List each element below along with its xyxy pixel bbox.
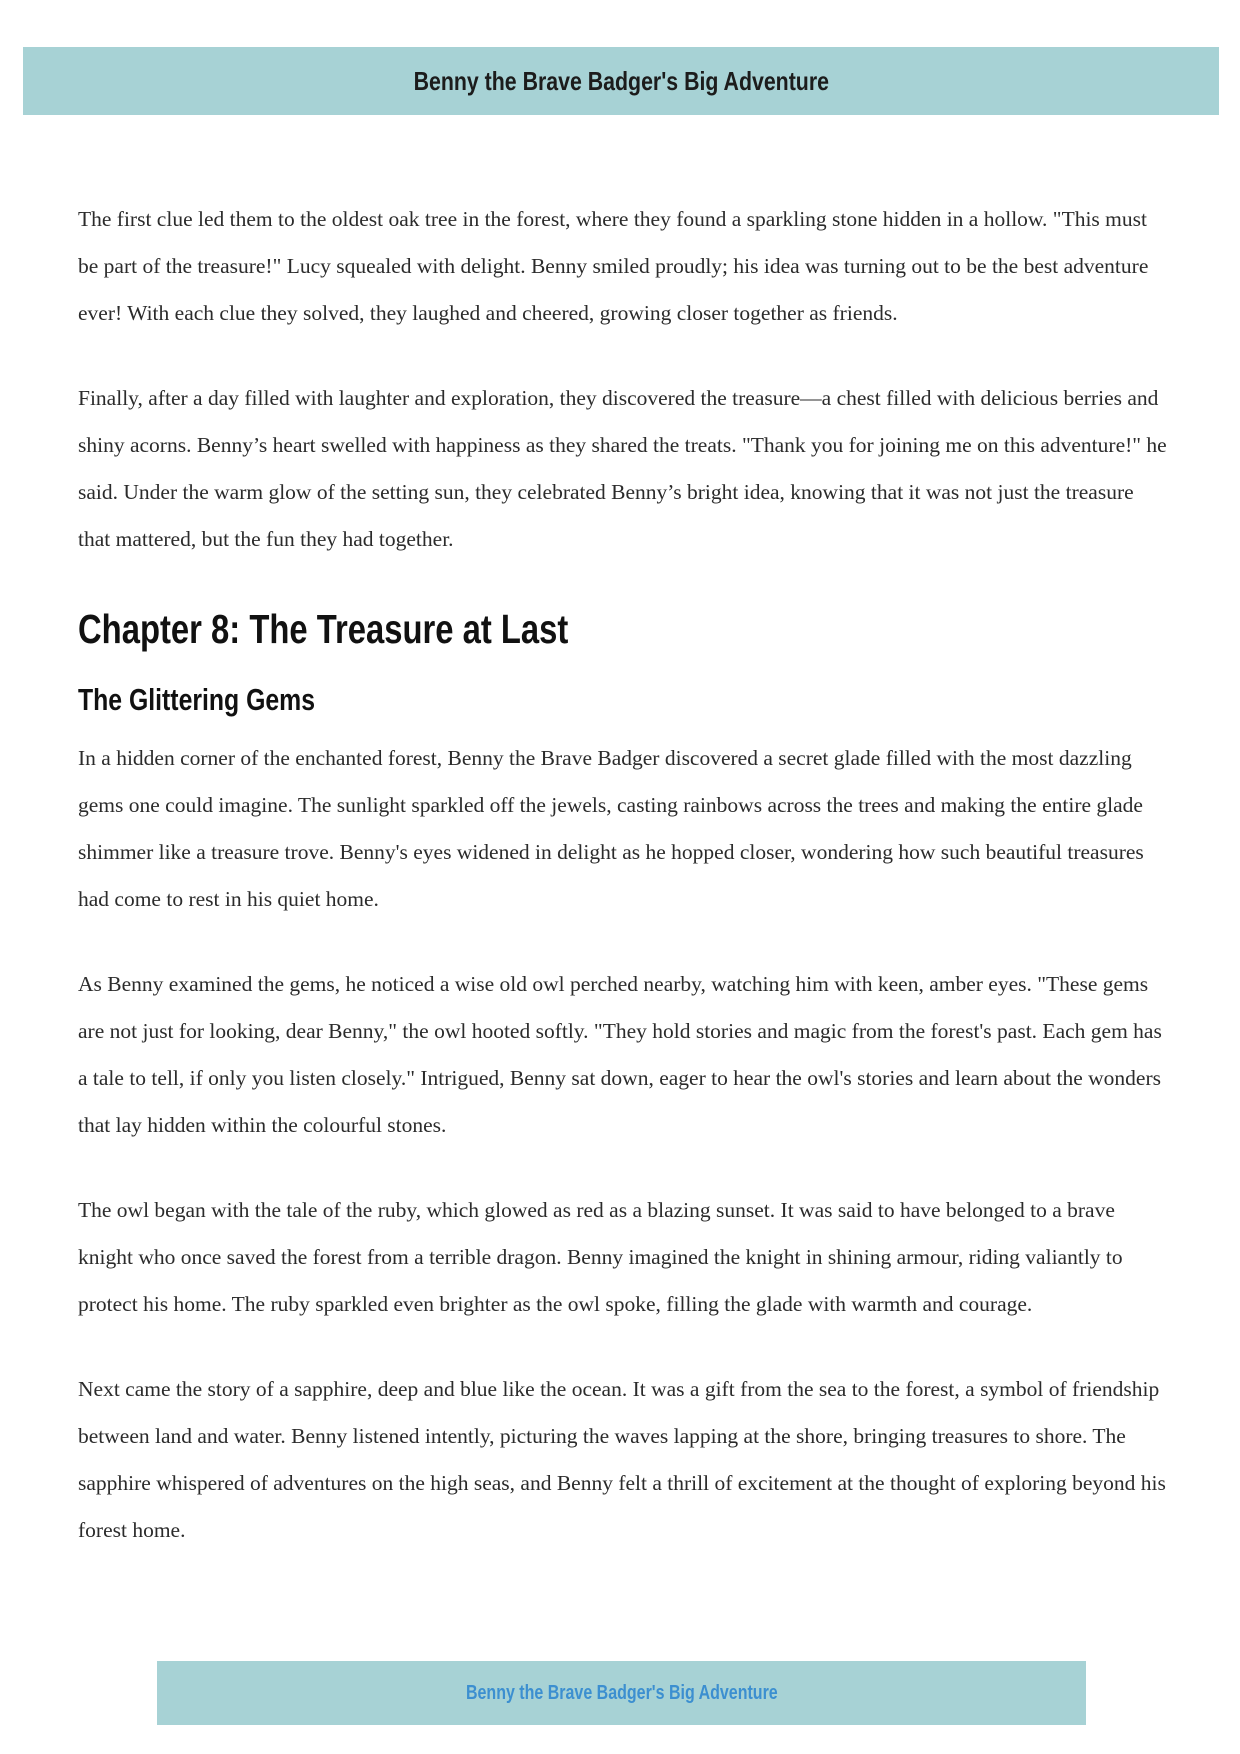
chapter-paragraph: The owl began with the tale of the ruby, which glowed as red as a blazing sunset. It was said to have belonged to a brave knight who once saved the forest from a terrible dragon. Benny imagined the knight in shining armour, riding valiantly to protect his home. The ruby sparkled even brighter as the owl spoke, filling the glade with warmth and courage. [78, 1198, 1123, 1316]
footer-title: Benny the Brave Badger's Big Adventure [465, 1681, 778, 1704]
chapter-paragraph: As Benny examined the gems, he noticed a wise old owl perched nearby, watching him with keen, amber eyes. "These gems are not just for looking, dear Benny," the owl hooted softly. "They hold stories and magic from the forest's past. Each gem has a tale to tell, if only you listen closely." Intrigued, Benny sat down, eager to hear the owl's stories and learn about the wonders that lay hidden within the colourful stones. [78, 972, 1162, 1137]
page-header [23, 47, 1219, 115]
section-title: The Glittering Gems [78, 682, 316, 717]
page-footer [157, 1661, 1086, 1725]
page-content [78, 196, 1168, 1592]
chapter-paragraph: Next came the story of a sapphire, deep and blue like the ocean. It was a gift from the sea to the forest, a symbol of friendship between land and water. Benny listened intently, picturing the waves lapping at the shore, bringing treasures to shore. The sapphire whispered of adventures on the high seas, and Benny felt a thrill of excitement at the thought of exploring beyond his forest home. [78, 1377, 1166, 1542]
chapter-paragraph: In a hidden corner of the enchanted forest, Benny the Brave Badger discovered a secret glade filled with the most dazzling gems one could imagine. The sunlight sparkled off the jewels, casting rainbows across the trees and making the entire glade shimmer like a treasure trove. Benny's eyes widened in delight as he hopped closer, wondering how such beautiful treasures had come to rest in his quiet home. [78, 746, 1144, 911]
intro-paragraph: The first clue led them to the oldest oak tree in the forest, where they found a sparkling stone hidden in a hollow. "This must be part of the treasure!" Lucy squealed with delight. Benny smiled proudly; his idea was turning out to be the best adventure ever! With each clue they solved, they laughed and cheered, growing closer together as friends. [78, 207, 1149, 325]
header-title: Benny the Brave Badger's Big Adventure [413, 65, 829, 96]
chapter-title: Chapter 8: The Treasure at Last [78, 606, 569, 652]
intro-paragraph: Finally, after a day filled with laughter and exploration, they discovered the treasure—a chest filled with delicious berries and shiny acorns. Benny’s heart swelled with happiness as they shared the treats. "Thank you for joining me on this adventure!" he said. Under the warm glow of the setting sun, they celebrated Benny’s bright idea, knowing that it was not just the treasure that mattered, but the fun they had together. [78, 386, 1167, 551]
